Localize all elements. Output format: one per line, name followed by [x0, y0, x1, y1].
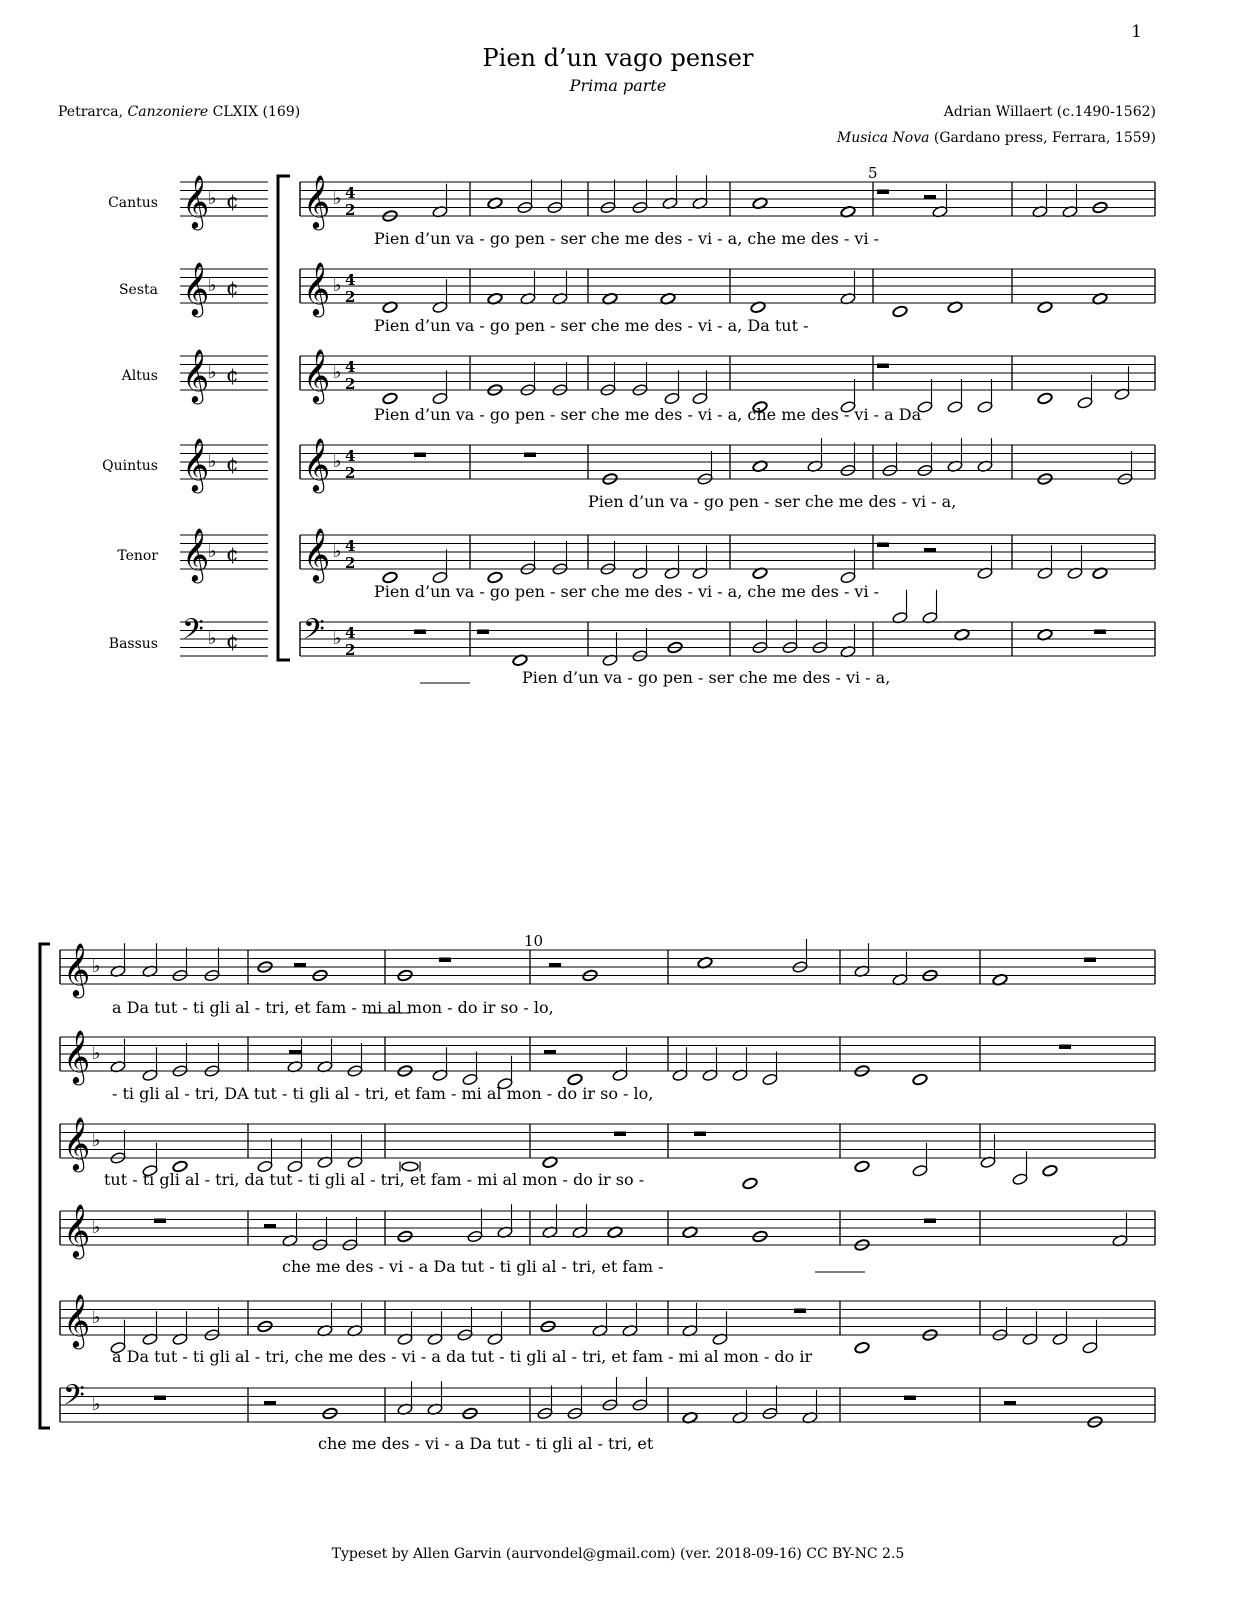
- flat-icon: ♭: [92, 1307, 101, 1329]
- time-signature-bottom: 2: [345, 375, 356, 394]
- poet-reference: CLXIX (169): [212, 104, 301, 120]
- lyric-bassus-2: che me des - vi - a Da tut - ti gli al - tri, et: [318, 1434, 654, 1453]
- voice-name-tenor: Tenor: [117, 548, 158, 564]
- lyric-tenor-2: a Da tut - ti gli al - tri, che me des - vi - a da tut - ti gli al - tri, et fam - mi al mon - do ir: [112, 1347, 813, 1366]
- flat-icon: ♭: [208, 541, 217, 563]
- whole-rest: [794, 1309, 806, 1314]
- half-rest: [264, 1224, 276, 1229]
- half-rest: [549, 963, 561, 968]
- flat-icon: ♭: [92, 1130, 101, 1152]
- flat-icon: ♭: [333, 188, 342, 210]
- cut-time-icon: ¢: [226, 628, 239, 653]
- half-rest: [924, 548, 936, 553]
- flat-icon: ♭: [208, 188, 217, 210]
- half-rest: [294, 963, 306, 968]
- half-rest: [289, 1050, 301, 1055]
- treble-clef-icon: 𝄞: [182, 347, 210, 402]
- note-head: [854, 1160, 870, 1173]
- half-rest: [264, 1401, 276, 1406]
- flat-icon: ♭: [208, 362, 217, 384]
- half-rest: [544, 1050, 556, 1055]
- flat-icon: ♭: [208, 451, 217, 473]
- note-head: [1077, 396, 1093, 409]
- lyric-altus-1: Pien d’un va - go pen - ser che me des - vi - a, che me des - vi - a Da: [374, 405, 922, 424]
- treble-clef-icon: 𝄞: [303, 436, 331, 491]
- time-signature-top: 4: [345, 624, 356, 643]
- flat-icon: ♭: [92, 1217, 101, 1239]
- system-bracket: [278, 176, 290, 660]
- treble-clef-icon: 𝄞: [63, 1202, 91, 1257]
- note-head: [947, 401, 963, 414]
- treble-clef-icon: 𝄞: [63, 941, 91, 996]
- bass-clef-icon: 𝄢: [63, 1379, 85, 1420]
- note-head: [664, 392, 680, 405]
- page-number: 1: [1131, 22, 1142, 42]
- whole-rest: [694, 1132, 706, 1137]
- flat-icon: ♭: [333, 451, 342, 473]
- time-signature-bottom: 2: [345, 554, 356, 573]
- note-head: [1012, 1173, 1028, 1186]
- treble-clef-icon: 𝄞: [182, 526, 210, 581]
- flat-icon: ♭: [333, 362, 342, 384]
- treble-clef-icon: 𝄞: [182, 436, 210, 491]
- note-head: [1042, 1164, 1058, 1177]
- flat-icon: ♭: [333, 275, 342, 297]
- whole-rest: [877, 190, 889, 195]
- lyric-quintus-2: che me des - vi - a Da tut - ti gli al - tri, et fam -: [282, 1257, 664, 1276]
- flat-icon: ♭: [92, 956, 101, 978]
- time-signature-top: 4: [345, 537, 356, 556]
- half-rest: [1004, 1401, 1016, 1406]
- time-signature-bottom: 2: [345, 641, 356, 660]
- flat-icon: ♭: [333, 541, 342, 563]
- lyric-quintus-1: Pien d’un va - go pen - ser che me des - vi - a,: [588, 492, 957, 511]
- time-signature-top: 4: [345, 447, 356, 466]
- cut-time-icon: ¢: [226, 541, 239, 566]
- whole-rest: [614, 1132, 626, 1137]
- treble-clef-icon: 𝄞: [182, 260, 210, 315]
- treble-clef-icon: 𝄞: [303, 347, 331, 402]
- voice-name-bassus: Bassus: [108, 636, 158, 652]
- note-head: [382, 392, 398, 405]
- note-head: [912, 1164, 928, 1177]
- lyric-tenor-1: Pien d’un va - go pen - ser che me des - vi - a, che me des - vi -: [374, 582, 880, 601]
- lyric-bassus-1: Pien d’un va - go pen - ser che me des - vi - a,: [522, 668, 891, 687]
- whole-rest: [439, 958, 451, 963]
- whole-rest: [154, 1219, 166, 1224]
- system-bracket: [40, 944, 50, 1428]
- voice-name-sesta: Sesta: [118, 282, 158, 298]
- treble-clef-icon: 𝄞: [182, 173, 210, 228]
- flat-icon: ♭: [92, 1394, 101, 1416]
- whole-rest: [1094, 630, 1106, 635]
- lyric-altus-2: tut - ti gli al - tri, da tut - ti gli al - tri, et fam - mi al mon - do ir so -: [104, 1170, 645, 1189]
- flat-icon: ♭: [333, 628, 342, 650]
- time-signature-top: 4: [345, 271, 356, 290]
- poet-work: Canzoniere: [127, 104, 209, 120]
- whole-rest: [414, 630, 426, 635]
- voice-name-cantus: Cantus: [108, 195, 158, 211]
- treble-clef-icon: 𝄞: [63, 1028, 91, 1083]
- lyric-sesta-2: - ti gli al - tri, DA tut - ti gli al - tri, et fam - mi al mon - do ir so - lo,: [112, 1084, 654, 1103]
- half-rest: [924, 195, 936, 200]
- lyric-sesta-1: Pien d’un va - go pen - ser che me des - vi - a, Da tut -: [374, 316, 809, 335]
- treble-clef-icon: 𝄞: [303, 173, 331, 228]
- whole-rest: [904, 1396, 916, 1401]
- lyric-cantus-1: Pien d’un va - go pen - ser che me des - vi - a, che me des - vi -: [374, 229, 880, 248]
- bar-number-5: 5: [868, 164, 878, 182]
- whole-rest: [924, 1219, 936, 1224]
- whole-rest: [154, 1396, 166, 1401]
- piece-subtitle: Prima parte: [569, 76, 667, 95]
- treble-clef-icon: 𝄞: [63, 1292, 91, 1347]
- whole-rest: [477, 630, 489, 635]
- time-signature-top: 4: [345, 358, 356, 377]
- cut-time-icon: ¢: [226, 451, 239, 476]
- whole-rest: [1059, 1045, 1071, 1050]
- note-head: [742, 1177, 758, 1190]
- voice-name-quintus: Quintus: [102, 458, 158, 474]
- treble-clef-icon: 𝄞: [63, 1115, 91, 1170]
- lyric-cantus-2: a Da tut - ti gli al - tri, et fam - mi al mon - do ir so - lo,: [112, 998, 554, 1017]
- cut-time-icon: ¢: [226, 275, 239, 300]
- bass-clef-icon: 𝄢: [303, 613, 325, 654]
- time-signature-top: 4: [345, 184, 356, 203]
- note-head: [1037, 392, 1053, 405]
- typesetter-footer: Typeset by Allen Garvin (aurvondel@gmail.com) (ver. 2018-09-16) CC BY-NC 2.5: [331, 1546, 905, 1562]
- note-head: [977, 401, 993, 414]
- note-head: [892, 305, 908, 318]
- whole-rest: [524, 453, 536, 458]
- bar-number-10: 10: [524, 932, 544, 950]
- voice-name-altus: Altus: [121, 368, 158, 384]
- treble-clef-icon: 𝄞: [303, 260, 331, 315]
- flat-icon: ♭: [92, 1043, 101, 1065]
- treble-clef-icon: 𝄞: [303, 526, 331, 581]
- flat-icon: ♭: [208, 628, 217, 650]
- note-head: [432, 392, 448, 405]
- note-head: [692, 392, 708, 405]
- whole-rest: [1084, 958, 1096, 963]
- note-head: [1082, 1341, 1098, 1354]
- cut-time-icon: ¢: [226, 188, 239, 213]
- poet-name: Petrarca,: [58, 104, 124, 120]
- source-details: (Gardano press, Ferrara, 1559): [933, 130, 1156, 146]
- composer-credit: Adrian Willaert (c.1490-1562): [943, 104, 1156, 120]
- whole-rest: [877, 543, 889, 548]
- time-signature-bottom: 2: [345, 288, 356, 307]
- whole-rest: [414, 453, 426, 458]
- time-signature-bottom: 2: [345, 464, 356, 483]
- time-signature-bottom: 2: [345, 201, 356, 220]
- flat-icon: ♭: [208, 275, 217, 297]
- source-title: Musica Nova: [836, 130, 930, 146]
- note-head: [854, 1341, 870, 1354]
- note-head: [912, 1073, 928, 1086]
- whole-rest: [877, 364, 889, 369]
- bass-clef-icon: 𝄢: [182, 613, 204, 654]
- cut-time-icon: ¢: [226, 362, 239, 387]
- piece-title: Pien d’un vago penser: [482, 44, 754, 72]
- note-head: [762, 1073, 778, 1086]
